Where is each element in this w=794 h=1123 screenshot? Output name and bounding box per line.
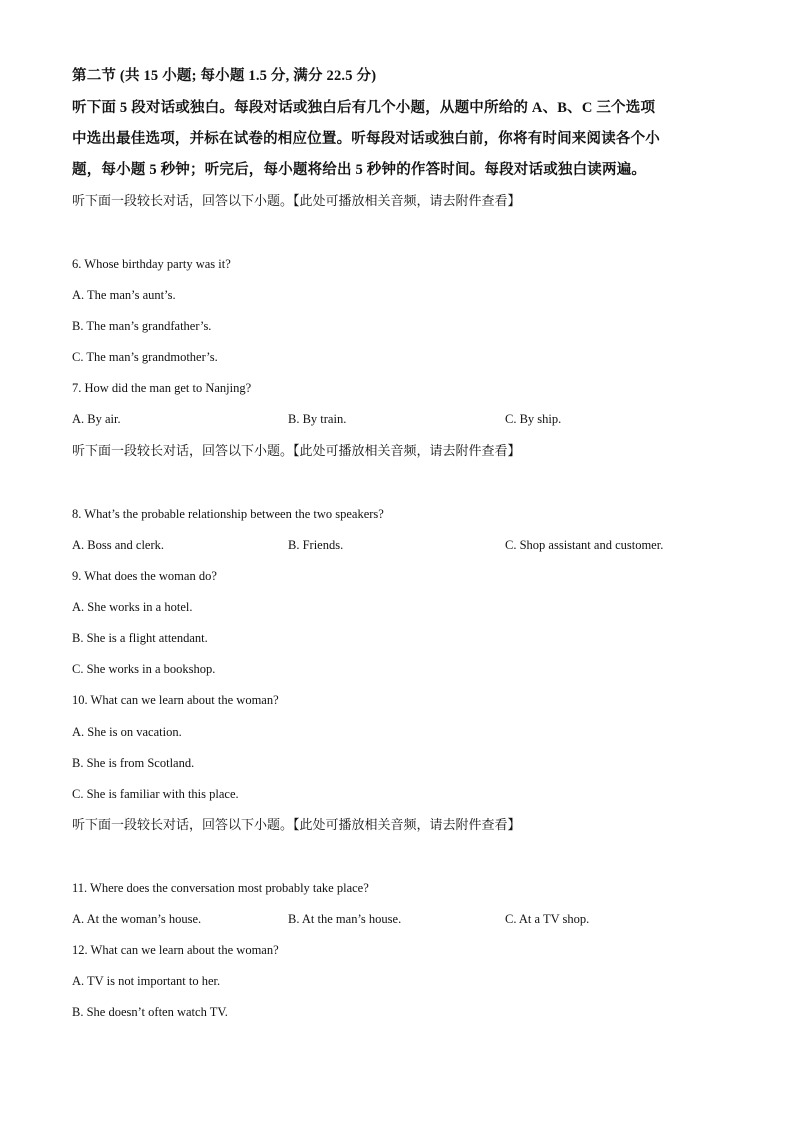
instructions-line-2: 中选出最佳选项，并标在试卷的相应位置。听每段对话或独白前，你将有时间来阅读各个小	[72, 131, 660, 147]
question-6-stem: 6. Whose birthday party was it?	[72, 257, 231, 271]
question-10-option-c: C. She is familiar with this place.	[72, 787, 239, 801]
question-11-option-c: C. At a TV shop.	[505, 912, 590, 926]
question-12-option-b: B. She doesn’t often watch TV.	[72, 1005, 228, 1019]
question-6-option-c: C. The man’s grandmother’s.	[72, 350, 218, 364]
audio-note: 听下面一段较长对话，回答以下小题。【此处可播放相关音频，请去附件查看】	[72, 443, 521, 458]
question-10-stem: 10. What can we learn about the woman?	[72, 693, 279, 707]
question-7-option-c: C. By ship.	[505, 412, 562, 426]
question-8-option-b: B. Friends.	[288, 538, 344, 552]
question-7-option-b: B. By train.	[288, 412, 347, 426]
question-8-stem: 8. What’s the probable relationship between the two speakers?	[72, 507, 384, 521]
section-title: 第二节 (共 15 小题; 每小题 1.5 分, 满分 22.5 分)	[72, 68, 377, 84]
question-9-option-a: A. She works in a hotel.	[72, 600, 193, 614]
audio-note: 听下面一段较长对话，回答以下小题。【此处可播放相关音频，请去附件查看】	[72, 193, 521, 208]
question-12-option-a: A. TV is not important to her.	[72, 974, 221, 988]
question-11-option-a: A. At the woman’s house.	[72, 912, 202, 926]
question-7-stem: 7. How did the man get to Nanjing?	[72, 381, 252, 395]
question-9-option-b: B. She is a flight attendant.	[72, 631, 208, 645]
question-10-option-a: A. She is on vacation.	[72, 725, 182, 739]
question-9-stem: 9. What does the woman do?	[72, 569, 217, 583]
question-12-stem: 12. What can we learn about the woman?	[72, 943, 279, 957]
question-9-option-c: C. She works in a bookshop.	[72, 662, 216, 676]
question-7-option-a: A. By air.	[72, 412, 121, 426]
question-10-option-b: B. She is from Scotland.	[72, 756, 195, 770]
audio-note: 听下面一段较长对话，回答以下小题。【此处可播放相关音频，请去附件查看】	[72, 817, 521, 832]
instructions-line-1: 听下面 5 段对话或独白。每段对话或独白后有几个小题，从题中所给的 A、B、C 三个选项	[72, 100, 656, 116]
question-6-option-a: A. The man’s aunt’s.	[72, 288, 176, 302]
question-11-stem: 11. Where does the conversation most probably take place?	[72, 881, 369, 895]
question-8-option-c: C. Shop assistant and customer.	[505, 538, 664, 552]
instructions-line-3: 题，每小题 5 秒钟；听完后，每小题将给出 5 秒钟的作答时间。每段对话或独白读两遍。	[72, 162, 647, 178]
question-8-option-a: A. Boss and clerk.	[72, 538, 164, 552]
question-6-option-b: B. The man’s grandfather’s.	[72, 319, 212, 333]
question-11-option-b: B. At the man’s house.	[288, 912, 402, 926]
